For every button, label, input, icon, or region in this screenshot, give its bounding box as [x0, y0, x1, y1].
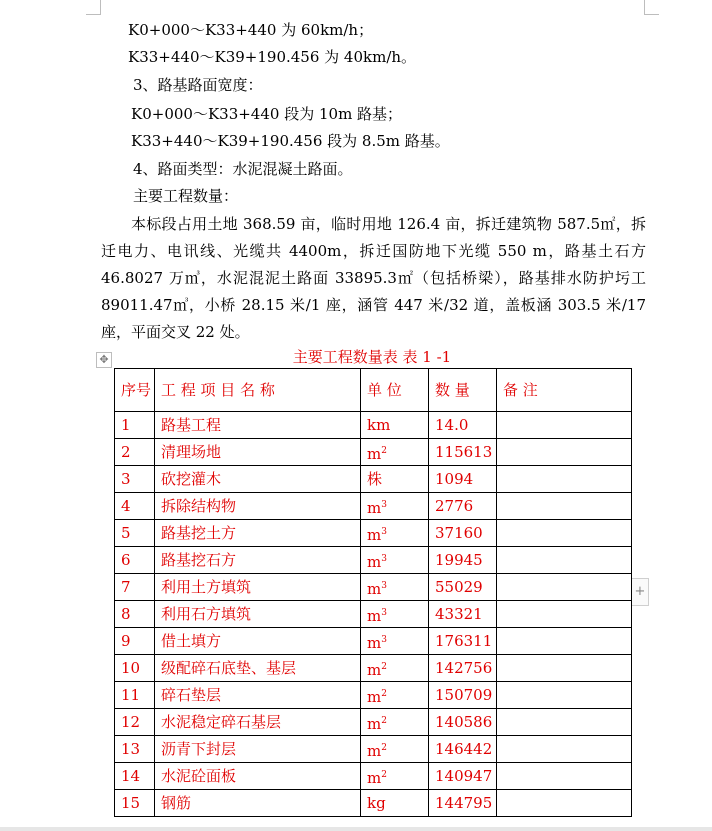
header-seq: 序号 [115, 369, 155, 412]
table-row [115, 520, 632, 547]
row-unit[interactable]: $m^3$ [361, 574, 429, 601]
width-line-1: K0+000～K33+440 段为 10m 路基； [131, 105, 403, 123]
row-quantity[interactable]: 1094 [429, 466, 497, 493]
quantities-paragraph: 本标段占用土地 368.59 亩，临时用地 126.4 亩，拆迁建筑物 587.5㎡，拆迁电力、电讯线、光缆共 4400m，拆迁国防地下光缆 550 m，路基土石方 46.8027 万㎥，水泥混泥土路面 33895.3㎡（包括桥梁），路基排水防护圬工 89011.47㎥，小桥 28.15 米/1 座，涵管 447 米/32 道，盖板涵 303.5 米/17 座，平面交叉 22 处。 [101, 215, 646, 341]
row-quantity[interactable]: 150709 [429, 682, 497, 709]
row-note[interactable] [497, 763, 632, 790]
row-quantity[interactable]: 140947 [429, 763, 497, 790]
row-item-name[interactable]: 水泥砼面板 [155, 763, 361, 790]
row-item-name[interactable]: 碎石垫层 [155, 682, 361, 709]
table-row [115, 412, 632, 439]
row-unit[interactable]: $m^3$ [361, 520, 429, 547]
unit-exponent: 2 [381, 769, 387, 780]
table-row [115, 466, 632, 493]
row-note[interactable] [497, 736, 632, 763]
row-unit[interactable]: $m^2$ [361, 709, 429, 736]
unit-exponent: 3 [381, 634, 387, 645]
table-row [115, 493, 632, 520]
header-item-name: 工 程 项 目 名 称 [155, 369, 361, 412]
row-item-name[interactable]: 拆除结构物 [155, 493, 361, 520]
move-icon[interactable]: ✥ [96, 352, 112, 368]
speed-line-2: K33+440～K39+190.456 为 40km/h。 [128, 48, 417, 66]
row-item-name[interactable]: 沥青下封层 [155, 736, 361, 763]
row-unit[interactable]: $m^2$ [361, 439, 429, 466]
plus-icon[interactable]: + [631, 578, 649, 606]
crop-mark-top-left [86, 0, 101, 15]
row-seq[interactable]: 15 [115, 790, 155, 817]
row-item-name[interactable]: 路基挖土方 [155, 520, 361, 547]
table-row [115, 709, 632, 736]
row-seq[interactable]: 14 [115, 763, 155, 790]
row-item-name[interactable]: 级配碎石底垫、基层 [155, 655, 361, 682]
unit-exponent: 3 [381, 607, 387, 618]
row-quantity[interactable]: 55029 [429, 574, 497, 601]
header-quantity: 数 量 [429, 369, 497, 412]
row-seq[interactable]: 7 [115, 574, 155, 601]
page-bottom-edge [0, 827, 712, 831]
row-note[interactable] [497, 547, 632, 574]
row-quantity[interactable]: 144795 [429, 790, 497, 817]
row-quantity[interactable]: 19945 [429, 547, 497, 574]
row-unit[interactable]: $m^2$ [361, 763, 429, 790]
table-row [115, 790, 632, 817]
unit-exponent: 3 [381, 499, 387, 510]
row-quantity[interactable]: 146442 [429, 736, 497, 763]
row-item-name[interactable]: 利用土方填筑 [155, 574, 361, 601]
row-seq[interactable]: 5 [115, 520, 155, 547]
row-item-name[interactable]: 水泥稳定碎石基层 [155, 709, 361, 736]
row-seq[interactable]: 9 [115, 628, 155, 655]
row-unit[interactable]: $m^2$ [361, 736, 429, 763]
row-item-name[interactable]: 借土填方 [155, 628, 361, 655]
table-row [115, 547, 632, 574]
row-item-name[interactable]: 路基挖石方 [155, 547, 361, 574]
section-heading-width: 3、路基路面宽度： [133, 76, 263, 94]
row-note[interactable] [497, 628, 632, 655]
row-unit[interactable]: $m^3$ [361, 628, 429, 655]
row-seq[interactable]: 6 [115, 547, 155, 574]
row-quantity[interactable]: 176311 [429, 628, 497, 655]
table-row [115, 628, 632, 655]
unit-exponent: 2 [381, 742, 387, 753]
width-line-2: K33+440～K39+190.456 段为 8.5m 路基。 [131, 132, 450, 150]
row-quantity[interactable]: 140586 [429, 709, 497, 736]
row-note[interactable] [497, 790, 632, 817]
table-row [115, 736, 632, 763]
row-note[interactable] [497, 493, 632, 520]
row-item-name[interactable]: 清理场地 [155, 439, 361, 466]
row-note[interactable] [497, 574, 632, 601]
row-item-name[interactable]: 砍挖灌木 [155, 466, 361, 493]
row-unit[interactable]: kg [361, 790, 429, 817]
unit-exponent: 3 [381, 526, 387, 537]
table-row [115, 682, 632, 709]
row-note[interactable] [497, 601, 632, 628]
row-quantity[interactable]: 14.0 [429, 412, 497, 439]
row-seq[interactable]: 8 [115, 601, 155, 628]
row-note[interactable] [497, 520, 632, 547]
speed-line-1: K0+000～K33+440 为 60km/h； [128, 21, 374, 39]
header-note: 备 注 [497, 369, 632, 412]
row-seq[interactable]: 2 [115, 439, 155, 466]
main-quantities-heading: 主要工程数量： [133, 187, 239, 205]
section-heading-pavement: 4、路面类型：水泥混凝土路面。 [133, 160, 353, 178]
row-note[interactable] [497, 412, 632, 439]
row-unit[interactable]: km [361, 412, 429, 439]
row-seq[interactable]: 13 [115, 736, 155, 763]
row-unit[interactable]: 株 [361, 466, 429, 493]
table-row [115, 601, 632, 628]
quantities-table [114, 368, 632, 817]
unit-exponent: 2 [381, 715, 387, 726]
row-quantity[interactable]: 115613 [429, 439, 497, 466]
row-note[interactable] [497, 466, 632, 493]
row-seq[interactable]: 11 [115, 682, 155, 709]
table-row [115, 439, 632, 466]
row-quantity[interactable]: 142756 [429, 655, 497, 682]
row-note[interactable] [497, 709, 632, 736]
row-quantity[interactable]: 2776 [429, 493, 497, 520]
table-row [115, 763, 632, 790]
crop-mark-top-right [644, 0, 659, 15]
row-seq[interactable]: 3 [115, 466, 155, 493]
row-note[interactable] [497, 682, 632, 709]
row-note[interactable] [497, 655, 632, 682]
row-unit[interactable]: $m^3$ [361, 493, 429, 520]
unit-exponent: 3 [381, 580, 387, 591]
unit-exponent: 3 [381, 553, 387, 564]
row-seq[interactable]: 10 [115, 655, 155, 682]
unit-exponent: 2 [381, 445, 387, 456]
row-seq[interactable]: 12 [115, 709, 155, 736]
table-header-row [115, 369, 632, 412]
row-unit[interactable]: $m^3$ [361, 601, 429, 628]
row-quantity[interactable]: 43321 [429, 601, 497, 628]
unit-exponent: 2 [381, 661, 387, 672]
row-seq[interactable]: 4 [115, 493, 155, 520]
table-row [115, 655, 632, 682]
row-item-name[interactable]: 利用石方填筑 [155, 601, 361, 628]
row-unit[interactable]: $m^3$ [361, 547, 429, 574]
row-unit[interactable]: $m^2$ [361, 682, 429, 709]
row-item-name[interactable]: 路基工程 [155, 412, 361, 439]
table-row [115, 574, 632, 601]
row-item-name[interactable]: 钢筋 [155, 790, 361, 817]
row-note[interactable] [497, 439, 632, 466]
header-unit: 单 位 [361, 369, 429, 412]
row-seq[interactable]: 1 [115, 412, 155, 439]
row-quantity[interactable]: 37160 [429, 520, 497, 547]
table-caption: 主要工程数量表 表 1 -1 [292, 348, 452, 366]
unit-exponent: 2 [381, 688, 387, 699]
row-unit[interactable]: $m^2$ [361, 655, 429, 682]
